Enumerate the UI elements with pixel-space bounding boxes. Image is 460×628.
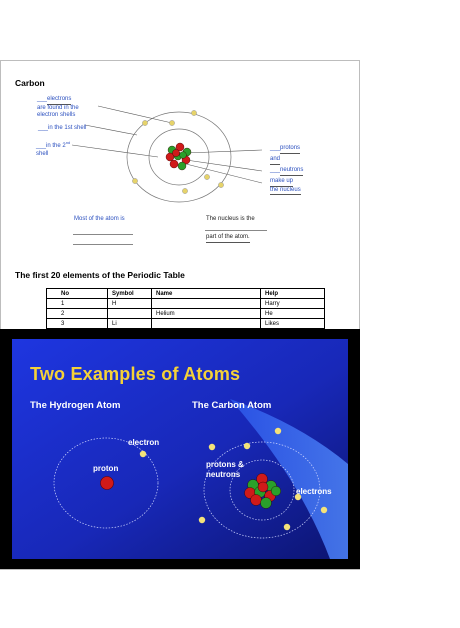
nucleus-is-label: The nucleus is the [206,216,255,222]
atoms-slide [0,329,360,569]
table-row [47,309,325,319]
neutrons-label: ___neutrons [270,167,303,176]
header-name: Name [152,289,261,299]
most-of-atom-blank-1 [73,234,133,235]
slide-title: Two Examples of Atoms [30,364,241,384]
cell-help: Likes [261,319,325,329]
make-up-label: make up the nucleus [270,178,301,195]
proton-label: proton [93,464,119,473]
cell-help: Harry [261,299,325,309]
header-help: Help [261,289,325,299]
carbon-heading: The Carbon Atom [192,400,272,411]
cell-help: He [261,309,325,319]
worksheet-title: Carbon [15,78,45,88]
cell-symbol: H [108,299,152,309]
electron-label: electron [128,438,160,447]
table-row [47,319,325,329]
protons-label: ___protons [270,145,300,154]
cell-name [152,319,261,329]
nucleus-blank [205,230,267,231]
part-of-atom-label: part of the atom. [206,234,250,243]
most-of-atom-blank-2 [73,244,133,245]
cell-no: 1 [47,299,108,309]
cell-name: Helium [152,309,261,319]
periodic-table [46,288,325,329]
cell-name [152,299,261,309]
periodic-table-title: The first 20 elements of the Periodic Table [15,270,185,280]
cell-no: 3 [47,319,108,329]
second-shell-label: ___in the 2nd shell [36,140,71,157]
cell-no: 2 [47,309,108,319]
cell-symbol: Li [108,319,152,329]
protons-neutrons-label: protons & neutrons [206,460,244,479]
electrons-label: electrons [296,487,332,496]
electrons-label: ___electrons are found in the electron shells [37,96,79,118]
table-row [47,299,325,309]
first-shell-label: ___in the 1st shell [38,125,87,131]
and-label: and [270,156,280,165]
most-of-atom-label: Most of the atom is [74,216,125,222]
header-symbol: Symbol [108,289,152,299]
table-header-row [47,289,325,299]
hydrogen-heading: The Hydrogen Atom [30,400,121,411]
header-no: No [47,289,108,299]
cell-symbol [108,309,152,319]
